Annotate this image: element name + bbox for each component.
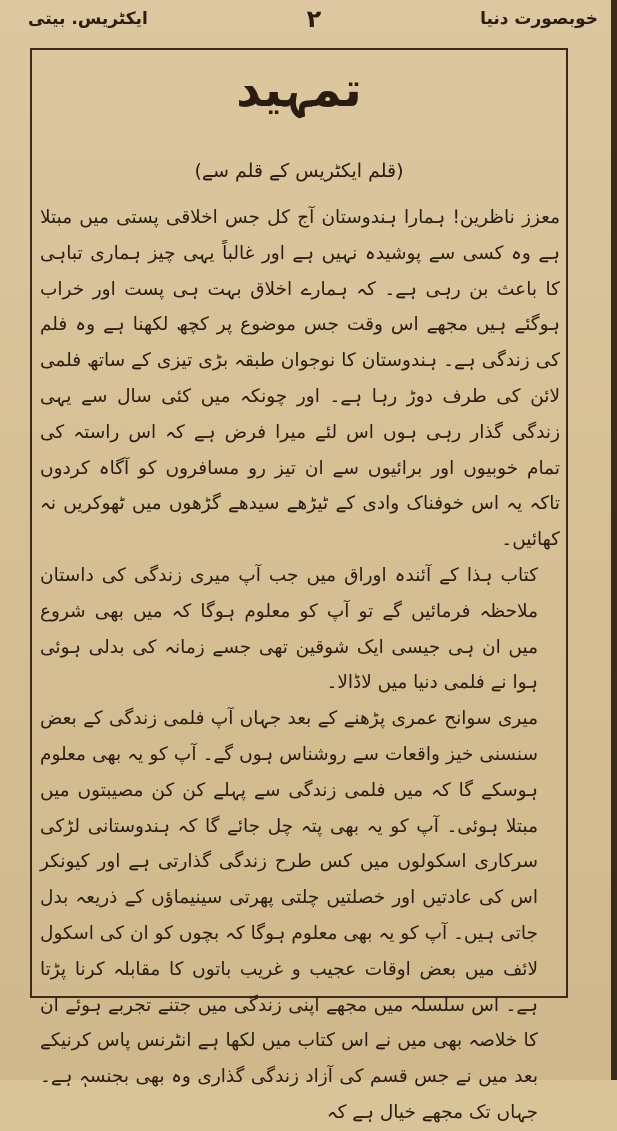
- header-author: ایکٹریس. بیتی: [28, 9, 148, 29]
- page-edge-shadow: [611, 0, 617, 1080]
- running-header: [28, 4, 598, 34]
- byline: (قلم ایکٹریس کے قلم سے): [194, 160, 404, 182]
- header-book-title: خوبصورت دنیا: [480, 9, 598, 29]
- paragraph: معزز ناظرین! ہمارا ہندوستان آج کل جس اخلاقی پستی میں مبتلا ہے وہ کسی سے پوشیدہ نہیں ہے اور غالباً یہی چیز ہماری تباہی کا باعث بن رہی ہے۔ کہ ہمارے اخلاق بہت ہی پست اور خراب ہوگئے ہیں مجھے اس وقت جس موضوع پر کچھ لکھنا ہے وہ فلم کی زندگی ہے۔ ہندوستان کا نوجوان طبقہ بڑی تیزی کے ساتھ فلمی لائن کی طرف دوڑ رہا ہے۔ اور چونکہ میں کئی سال سے یہی زندگی گذار رہی ہوں اس لئے میرا فرض ہے کہ اس راستہ کی تمام خوبیوں اور برائیوں سے ان تیز رو مسافروں کو آگاہ کردوں تاکہ یہ اس خوفناک وادی کے ٹیڑھے سیدھے گڑھوں میں ٹھوکریں نہ کھائیں۔: [40, 207, 560, 551]
- body-text: [40, 200, 560, 1131]
- chapter-heading: تمہید: [236, 62, 362, 118]
- paragraph: کتاب ہذا کے آئندہ اوراق میں جب آپ میری زندگی کی داستان ملاحظہ فرمائیں گے تو آپ کو معلوم ہوگا کہ میں بھی شروع میں ان ہی جیسی ایک شوقین تھی جسے زمانہ کی بدلی ہوئی ہوا نے فلمی دنیا میں لاڈالا۔: [40, 564, 538, 694]
- page-number: ۲: [306, 5, 322, 33]
- paragraph: میری سوانح عمری پڑھنے کے بعد جہاں آپ فلمی زندگی کے بعض سنسنی خیز واقعات سے روشناس ہوں گے۔ آپ کو یہ بھی معلوم ہوسکے گا کہ میں فلمی زندگی سے پہلے کن کن مصیبتوں میں مبتلا ہوئی۔ آپ کو یہ بھی پتہ چل جائے گا کہ ہندوستانی لڑکی سرکاری اسکولوں میں کس طرح زندگی گذارتی ہے اور کیونکر اس کی عادتیں اور خصلتیں چلتی پھرتی سینیماؤں کے ذریعہ بدل جاتی ہیں۔ آپ کو یہ بھی معلوم ہوگا کہ بچوں کو ان کی اسکول لائف میں بعض اوقات عجیب و غریب باتوں کا مقابلہ کرنا پڑتا ہے۔ اس سلسلہ میں مجھے اپنی زندگی میں جتنے تجربے ہوئے ان کا خلاصہ بھی میں نے اس کتاب میں لکھا ہے انٹرنس پاس کرنیکے بعد میں نے جس قسم کی آزاد زندگی گذاری وہ بھی بجنسہٖ ہے۔ جہاں تک مجھے خیال ہے کہ: [40, 708, 538, 1123]
